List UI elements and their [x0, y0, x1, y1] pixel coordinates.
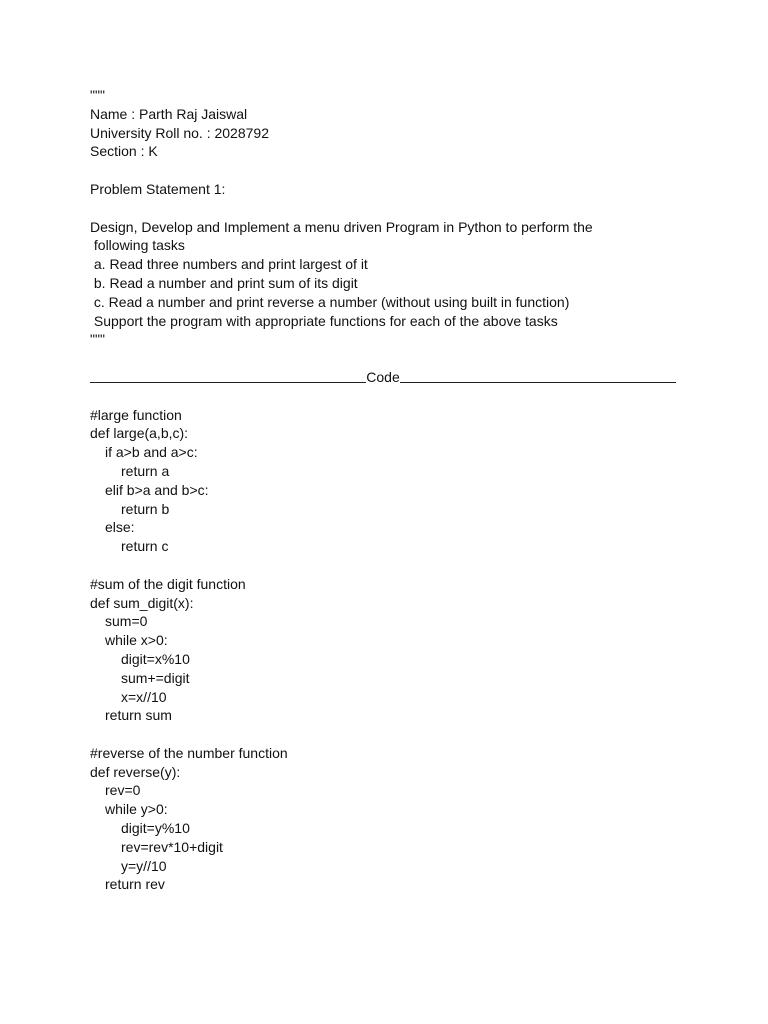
code-line: sum+=digit: [121, 669, 190, 686]
task-a: a. Read three numbers and print largest of it: [90, 256, 368, 273]
code-line: if a>b and a>c:: [105, 444, 198, 461]
code-comment: #reverse of the number function: [90, 744, 288, 761]
code-line: sum=0: [105, 613, 148, 630]
divider-rule-right: [400, 382, 676, 383]
code-line: x=x//10: [121, 688, 167, 705]
code-line: elif b>a and b>c:: [105, 481, 209, 498]
code-line: while y>0:: [105, 801, 168, 818]
code-line: while x>0:: [105, 632, 168, 649]
code-line: return sum: [105, 707, 172, 724]
code-divider: [90, 368, 676, 387]
problem-title: Problem Statement 1:: [90, 180, 226, 197]
code-line: return a: [121, 462, 170, 479]
code-line: return c: [121, 538, 169, 555]
divider-label: Code: [366, 368, 400, 385]
spacer: [90, 387, 710, 406]
code-line: else:: [105, 519, 135, 536]
divider-rule-left: [90, 382, 366, 383]
spacer: [90, 725, 710, 744]
student-name: Name : Parth Raj Jaiswal: [90, 105, 248, 122]
docstring-close: """: [90, 331, 105, 348]
problem-line-2: following tasks: [90, 237, 185, 254]
code-def: def reverse(y):: [90, 763, 181, 780]
problem-line-1: Design, Develop and Implement a menu driven Program in Python to perform the: [90, 218, 593, 235]
university-roll: University Roll no. : 2028792: [90, 124, 269, 141]
docstring-open: """: [90, 87, 105, 103]
spacer: [90, 199, 710, 218]
code-line: rev=0: [105, 782, 141, 799]
section: Section : K: [90, 143, 158, 160]
task-b: b. Read a number and print sum of its digit: [90, 274, 358, 291]
spacer: [90, 556, 710, 575]
spacer: [90, 161, 710, 180]
code-comment: #large function: [90, 406, 182, 423]
task-c: c. Read a number and print reverse a number (without using built in function): [90, 293, 570, 310]
code-line: rev=rev*10+digit: [121, 838, 223, 855]
code-line: return b: [121, 500, 170, 517]
code-line: return rev: [105, 876, 165, 893]
code-comment: #sum of the digit function: [90, 575, 246, 592]
document-content: [90, 86, 710, 894]
code-def: def sum_digit(x):: [90, 594, 194, 611]
spacer: [90, 349, 710, 368]
code-line: digit=y%10: [121, 820, 190, 837]
support-line: Support the program with appropriate functions for each of the above tasks: [90, 312, 558, 329]
code-line: y=y//10: [121, 857, 167, 874]
code-line: digit=x%10: [121, 650, 190, 667]
code-def: def large(a,b,c):: [90, 425, 189, 442]
